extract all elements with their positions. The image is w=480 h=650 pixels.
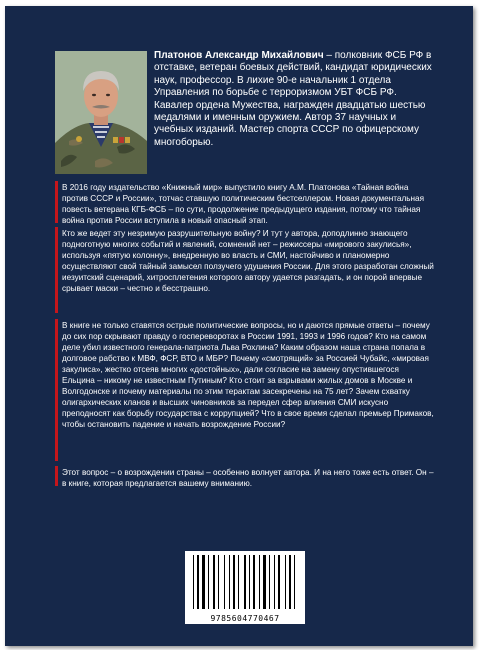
paragraph-answers: В книге не только ставятся острые политические вопросы, но и даются прямые ответы – почему до сих пор скрывают правду о госпереворотах в России 1991, 1993 и 1996 годов? Кто на самом деле убил известного генерала-патриота Льва Рохлина? Каким образом наша страна попала в долговое рабство к МВФ, ФСР, ВТО и МБР? Почему «смотрящий» за Россией Чубайс, «мировая закулиса», жестко отсеяв многих «достойных», дали согласие на замену опустившегося Ельцина – никому не известным Путиным? Кто стоит за взрывами жилых домов в Москве и Волгодонске и почему материалы по этим терактам засекречены на 75 лет? Зачем схватку олигархических кланов и высших чиновников за передел сфер влияния СМИ искусно преподносят как борьбу государства с коррупцией? Что в свое время сделал премьер Примаков, чтобы остановить падение и начать возрождение России? xyxy=(62,321,434,429)
barcode-bar xyxy=(213,555,215,609)
barcode-bar xyxy=(289,555,291,609)
barcode-bar xyxy=(208,555,209,609)
barcode-bar xyxy=(224,555,225,609)
accent-bar xyxy=(55,319,58,461)
barcode-bar xyxy=(202,555,205,609)
paragraph-closing: Этот вопрос – о возрождении страны – особенно волнует автора. И на него тоже есть ответ. Он – в книге, которая предлагается вашему вниманию. xyxy=(62,468,434,488)
barcode-bar xyxy=(259,555,260,609)
barcode-bar xyxy=(197,555,199,609)
accent-bar xyxy=(55,466,58,486)
paragraph-question: Кто же ведет эту незримую разрушительную войну? И тут у автора, доподлинно знающего подноготную многих событий и явлений, сомнений нет – режиссеры «мирового закулисья», используя «пятую колонну», внедренную во власть и СМИ, настойчиво и планомерно осуществляют свой тайный замысел ползучего удушения России. Для этого разработан сложный иезуитский сценарий, хитросплетения которого автору удается разгадать, и он порой впервые срывает маски – честно и бесстрашно. xyxy=(62,229,434,293)
barcode-bar xyxy=(263,555,266,609)
barcode-bar xyxy=(249,555,250,609)
barcode-bar xyxy=(278,555,280,609)
barcode-bar xyxy=(244,555,246,609)
barcode-bar xyxy=(274,555,275,609)
accent-bar xyxy=(55,181,58,223)
paragraph-intro: В 2016 году издательство «Книжный мир» выпустило книгу А.М. Платонова «Тайная война против СССР и России», тотчас ставшую политическим бестселлером. Новая документальная повесть ветерана КГБ-ФСБ – по сути, продолжение предыдущего издания, потому что тайная война против России вступила в новый опасный этап. xyxy=(62,183,425,225)
isbn-barcode xyxy=(185,551,305,624)
book-back-cover xyxy=(5,6,473,646)
barcode-bar xyxy=(294,555,295,609)
barcode-bar xyxy=(238,555,239,609)
accent-bar xyxy=(55,227,58,313)
barcode-bar xyxy=(285,555,286,609)
barcode-bar xyxy=(229,555,230,609)
barcode-bar xyxy=(218,555,219,609)
barcode-bars xyxy=(193,555,297,609)
author-bio-text: – полковник ФСБ РФ в отставке, ветеран боевых действий, кандидат юридических наук, профессор. В лихие 90-е начальник 1 отдела Управления по борьбе с терроризмом УБТ ФСБ РФ. Кавалер ордена Мужества, награжден двадцатью шестью медалями и именным оружием. Автор 37 научных и учебных изданий. Мастер спорта СССР по офицерскому многоборью. xyxy=(154,50,432,148)
author-bio xyxy=(154,50,434,149)
barcode-digits: 9785604770467 xyxy=(210,614,280,623)
author-name: Платонов Александр Михайлович xyxy=(154,50,324,61)
barcode-bar xyxy=(233,555,235,609)
barcode-bar xyxy=(253,555,255,609)
author-photo xyxy=(55,51,147,174)
barcode-bar xyxy=(269,555,270,609)
barcode-bar xyxy=(193,555,194,609)
